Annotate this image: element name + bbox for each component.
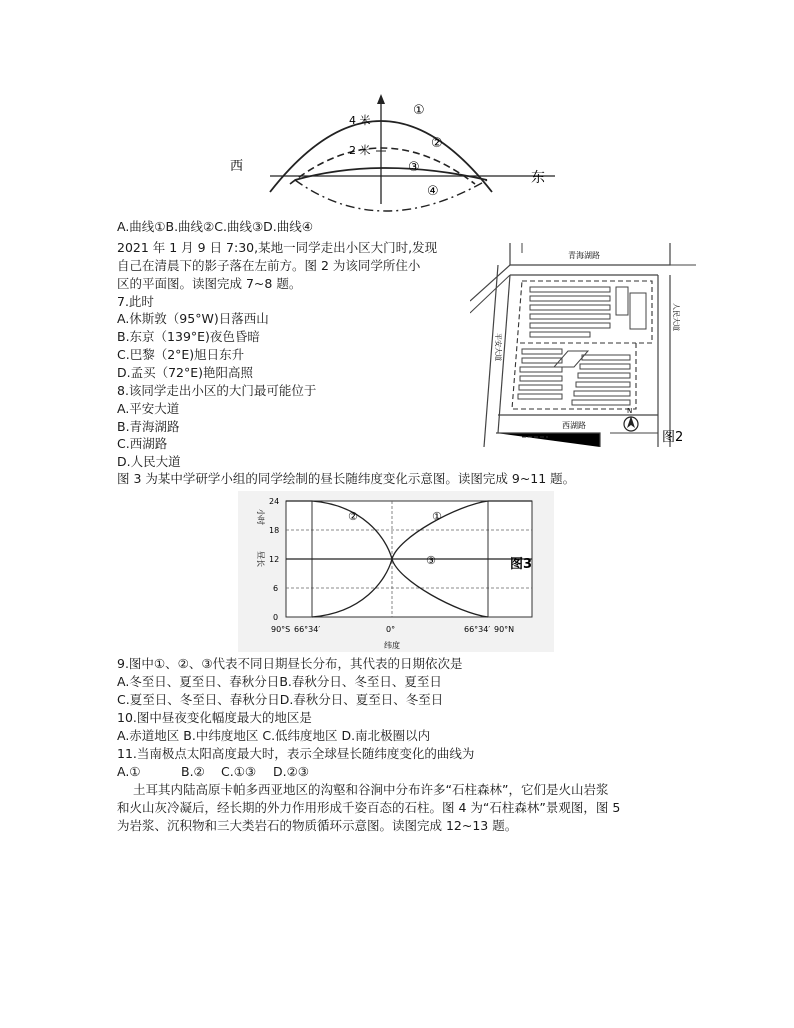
fig1-curve-1-label: ① [413,103,425,118]
fig3-caption: 图3 [510,557,533,572]
q11-option-d: D.②③ [273,764,310,779]
fig3-xtick-0: 0° [386,625,396,634]
q10-options [117,727,430,744]
figure-2-community-map [470,243,696,447]
q9-option-d: D.春秋分日、夏至日、冬至日 [279,692,444,707]
q11-option-c: C.①③ [221,764,257,779]
road-south-label: 西湖路 [562,421,586,430]
fig2-legend-label: 小区范围 [552,434,580,442]
fig3-ytick-18: 18 [269,526,280,535]
fig3-x-label: 纬度 [384,641,400,650]
intro-7-8-line-1: 2021 年 1 月 9 日 7:30,某地一同学走出小区大门时,发现 [117,240,438,255]
passage-12-13-line-1: 土耳其内陆高原卡帕多西亚地区的沟壑和谷涧中分布许多“石柱森林”，它们是火山岩浆 [133,782,609,797]
q9-options-row-1 [117,673,442,690]
fig3-xtick-6634n: 66°34′ [464,625,491,634]
fig3-y-unit: 小时 [256,509,265,525]
fig1-4m: 4 米 [349,114,371,127]
fig1-curve-3-label: ③ [408,160,420,175]
figure-1-curves [225,92,555,217]
fig1-curve-4-label: ④ [427,184,439,199]
curve-3 [295,168,487,180]
q9-option-a: A.冬至日、夏至日、春秋分日 [117,674,280,689]
fig3-ytick-24: 24 [269,497,280,506]
fig1-east: 东 [531,170,545,186]
q8-option-b: B.青海湖路 [117,419,180,434]
q10-option-c: C.低纬度地区 [262,728,338,743]
q10-stem: 10.图中昼夜变化幅度最大的地区是 [117,710,312,725]
q11-options [117,763,309,780]
fig2-caption: 图2 [662,430,684,445]
fig3-xtick-6634s: 66°34′ [294,625,321,634]
fig1-west: 西 [230,159,244,174]
q10-option-d: D.南北极圈以内 [341,728,431,743]
fig3-ytick-12: 12 [269,555,280,564]
q9-stem: 9.图中①、②、③代表不同日期昼长分布，其代表的日期依次是 [117,656,463,671]
intro-9-11: 图 3 为某中学研学小组的同学绘制的昼长随纬度变化示意图。读图完成 9~11 题。 [117,471,576,486]
figure-3-daylength-chart [238,491,554,652]
q10-option-b: B.中纬度地区 [183,728,259,743]
q7-option-c: C.巴黎（2°E)旭日东升 [117,347,245,362]
fig3-xtick-90s: 90°S [271,625,291,634]
q11-stem: 11.当南极点太阳高度最大时，表示全球昼长随纬度变化的曲线为 [117,746,475,761]
q9-option-c: C.夏至日、冬至日、春秋分日 [117,692,280,707]
road-north-label: 青海湖路 [568,251,600,260]
curve-4 [295,180,487,211]
fig1-curve-2-label: ② [431,136,443,151]
curve-2 [290,148,475,184]
q7-stem: 7.此时 [117,294,154,309]
road-east-label: 人民大道 [672,303,680,331]
q9-options-row-2 [117,691,443,708]
road-west-label: 平安大道 [494,333,502,361]
q8-option-c: C.西湖路 [117,436,168,451]
fig3-y-label: 昼长 [256,551,265,567]
fig3-curve-1-label: ① [432,510,442,523]
north-label: N [627,407,633,415]
fig3-curve-2-label: ② [348,510,358,523]
q8-stem: 8.该同学走出小区的大门最可能位于 [117,383,317,398]
fig1-2m: 2 米 [349,144,371,157]
q8-option-a: A.平安大道 [117,401,180,416]
fig3-ytick-6: 6 [273,584,279,593]
q7-option-b: B.东京（139°E)夜色昏暗 [117,329,260,344]
q9-option-b: B.春秋分日、冬至日、夏至日 [279,674,442,689]
q7-option-d: D.孟买（72°E)艳阳高照 [117,365,254,380]
q11-option-a: A.① [117,764,141,779]
intro-7-8-line-2: 自己在清晨下的影子落在左前方。图 2 为该同学所住小 [117,258,421,273]
q6-options: A.曲线①B.曲线②C.曲线③D.曲线④ [117,219,313,234]
fig3-ytick-0: 0 [273,613,279,622]
passage-12-13-line-3: 为岩浆、沉积物和三大类岩石的物质循环示意图。读图完成 12~13 题。 [117,818,518,833]
passage-12-13-line-2: 和火山灰冷凝后，经长期的外力作用形成千姿百态的石柱。图 4 为“石柱森林”景观图，图 5 [117,800,621,815]
q11-option-b: B.② [181,764,205,779]
fig3-xtick-90n: 90°N [494,625,515,634]
q7-option-a: A.休斯敦（95°W)日落西山 [117,311,269,326]
q8-option-d: D.人民大道 [117,454,181,469]
q10-option-a: A.赤道地区 [117,728,180,743]
fig3-curve-3-label: ③ [426,554,436,567]
intro-7-8-line-3: 区的平面图。读图完成 7~8 题。 [117,276,302,291]
